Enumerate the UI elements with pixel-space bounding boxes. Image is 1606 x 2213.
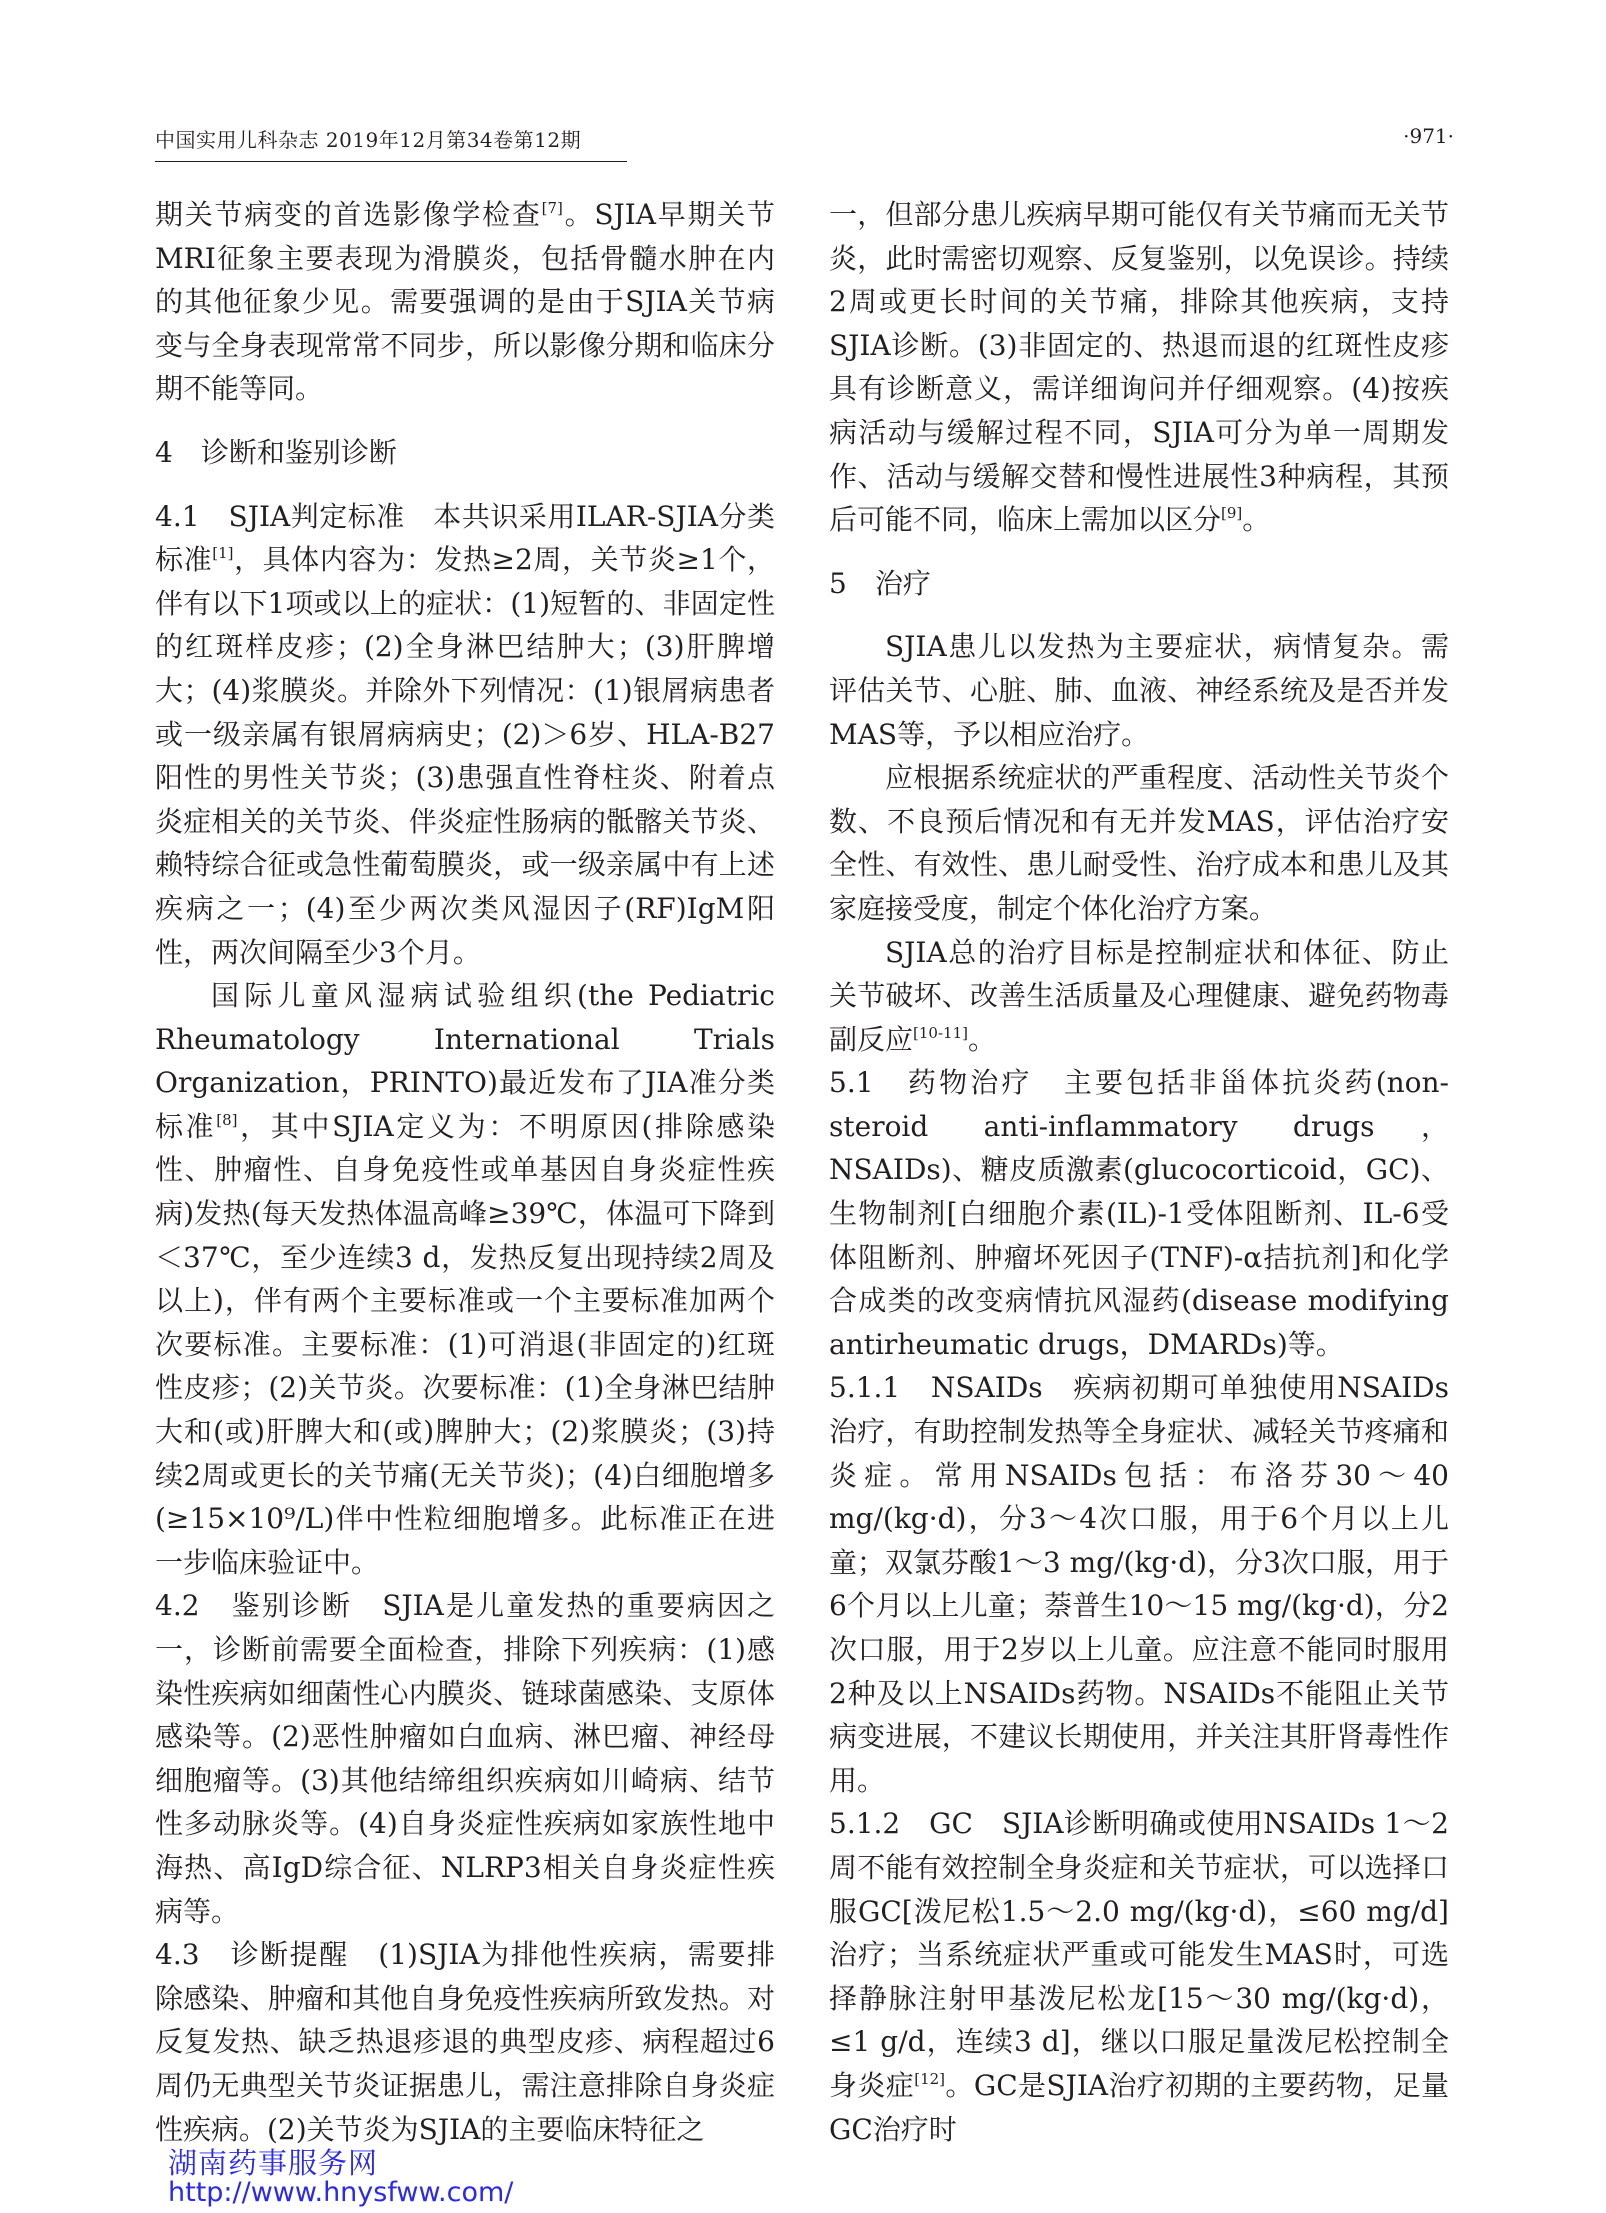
citation: [7]	[541, 199, 563, 217]
paragraph-imaging: 期关节病变的首选影像学检查[7]。SJIA早期关节MRI征象主要表现为滑膜炎，包括骨髓水肿在内的其他征象少见。需要强调的是由于SJIA关节病变与全身表现常常不同步，所以影像分期和临床分期不能等同。	[155, 198, 775, 406]
paragraph-diagnosis-tips: 一，但部分患儿疾病早期可能仅有关节痛而无关节炎，此时需密切观察、反复鉴别，以免误诊。持续2周或更长时间的关节痛，排除其他疾病，支持SJIA诊断。(3)非固定的、热退而退的红斑性皮疹具有诊断意义，需详细询问并仔细观察。(4)按疾病活动与缓解过程不同，SJIA可分为单一周期发作、活动与缓解交替和慢性进展性3种病程，其预后可能不同，临床上需加以区分[9]。	[829, 198, 1449, 537]
section-heading-5: 5 治疗	[829, 566, 931, 600]
paragraph-treatment-goal: SJIA总的治疗目标是控制症状和体征、防止关节破坏、改善生活质量及心理健康、避免药物毒副反应[10-11]。	[829, 935, 1449, 1056]
citation: [9]	[1221, 504, 1243, 523]
citation: [10-11]	[913, 1023, 968, 1042]
citation: [1]	[212, 544, 234, 563]
section-5-1: 5.1 药物治疗 主要包括非甾体抗炎药(non-steroid anti-inflammatory drugs，NSAIDs)、糖皮质激素(glucocorticoid，GC)、生物制剂[白细胞介素(IL)-1受体阻断剂、IL-6受体阻断剂、肿瘤坏死因子(TNF)-α拮抗剂]和化学合成类的改变病情抗风湿药(disease modifying antirheumatic drugs，DMARDs)等。	[829, 1066, 1449, 1361]
journal-header: 中国实用儿科杂志 2019年12月第34卷第12期	[155, 128, 582, 152]
paragraph-treatment-2: 应根据系统症状的严重程度、活动性关节炎个数、不良预后情况和有无并发MAS，评估治疗安全性、有效性、患儿耐受性、治疗成本和患儿及其家庭接受度，制定个体化治疗方案。	[829, 761, 1449, 925]
section-5-1-2: 5.1.2 GC SJIA诊断明确或使用NSAIDs 1～2周不能有效控制全身炎症和关节症状，可以选择口服GC[泼尼松1.5～2.0 mg/(kg·d)，≤60 mg/d]治疗；当系统症状严重或可能发生MAS时，可选择静脉注射甲基泼尼松龙[15～30 mg/(kg·d)，≤1 g/d，连续3 d]，继以口服足量泼尼松控制全身炎症[12]。GC是SJIA治疗初期的主要药物，足量GC治疗时	[829, 1807, 1449, 2146]
citation: [12]	[914, 2069, 946, 2088]
watermark-site-name: 湖南药事服务网	[168, 2146, 379, 2180]
paragraph-treatment-1: SJIA患儿以发热为主要症状，病情复杂。需评估关节、心脏、肺、血液、神经系统及是否并发MAS等，予以相应治疗。	[829, 630, 1449, 751]
section-4-3: 4.3 诊断提醒 (1)SJIA为排他性疾病，需要排除感染、肿瘤和其他自身免疫性疾病所致发热。对反复发热、缺乏热退疹退的典型皮疹、病程超过6周仍无典型关节炎证据患儿，需注意排除自身炎症性疾病。(2)关节炎为SJIA的主要临床特征之	[155, 1938, 775, 2146]
page-number: ·971·	[1403, 124, 1454, 148]
section-heading-4: 4 诊断和鉴别诊断	[155, 435, 397, 469]
left-column	[155, 193, 775, 2151]
watermark-url[interactable]: http://www.hnysfww.com/	[168, 2177, 514, 2208]
right-column	[829, 193, 1449, 2151]
paragraph-printo: 国际儿童风湿病试验组织(the Pediatric Rheumatology International Trials Organization，PRINTO)最近发布了JIA准分类标准[8]，其中SJIA定义为：不明原因(排除感染性、肿瘤性、自身免疫性或单基因自身炎症性疾病)发热(每天发热体温高峰≥39℃，体温可下降到＜37℃，至少连续3 d，发热反复出现持续2周及以上)，伴有两个主要标准或一个主要标准加两个次要标准。主要标准：(1)可消退(非固定的)红斑性皮疹；(2)关节炎。次要标准：(1)全身淋巴结肿大和(或)肝脾大和(或)脾肿大；(2)浆膜炎；(3)持续2周或更长的关节痛(无关节炎)；(4)白细胞增多(≥15×10⁹/L)伴中性粒细胞增多。此标准正在进一步临床验证中。	[155, 979, 775, 1579]
section-4-2: 4.2 鉴别诊断 SJIA是儿童发热的重要病因之一，诊断前需要全面检查，排除下列疾病：(1)感染性疾病如细菌性心内膜炎、链球菌感染、支原体感染等。(2)恶性肿瘤如白血病、淋巴瘤、神经母细胞瘤等。(3)其他结缔组织疾病如川崎病、结节性多动脉炎等。(4)自身炎症性疾病如家族性地中海热、高IgD综合征、NLRP3相关自身炎症性疾病等。	[155, 1589, 775, 1928]
section-4-1: 4.1 SJIA判定标准 本共识采用ILAR-SJIA分类标准[1]，具体内容为：发热≥2周，关节炎≥1个，伴有以下1项或以上的症状：(1)短暂的、非固定性的红斑样皮疹；(2)全身淋巴结肿大；(3)肝脾增大；(4)浆膜炎。并除外下列情况：(1)银屑病患者或一级亲属有银屑病病史；(2)＞6岁、HLA-B27阳性的男性关节炎；(3)患强直性脊柱炎、附着点炎症相关的关节炎、伴炎症性肠病的骶髂关节炎、赖特综合征或急性葡萄膜炎，或一级亲属中有上述疾病之一；(4)至少两次类风湿因子(RF)IgM阳性，两次间隔至少3个月。	[155, 499, 775, 969]
header-rule	[155, 161, 627, 162]
section-5-1-1: 5.1.1 NSAIDs 疾病初期可单独使用NSAIDs治疗，有助控制发热等全身症状、减轻关节疼痛和炎症。常用NSAIDs包括：布洛芬30～40 mg/(kg·d)，分3～4次口服，用于6个月以上儿童；双氯芬酸1～3 mg/(kg·d)，分3次口服，用于6个月以上儿童；萘普生10～15 mg/(kg·d)，分2次口服，用于2岁以上儿童。应注意不能同时服用2种及以上NSAIDs药物。NSAIDs不能阻止关节病变进展，不建议长期使用，并关注其肝肾毒性作用。	[829, 1371, 1449, 1797]
citation: [8]	[216, 1110, 238, 1129]
